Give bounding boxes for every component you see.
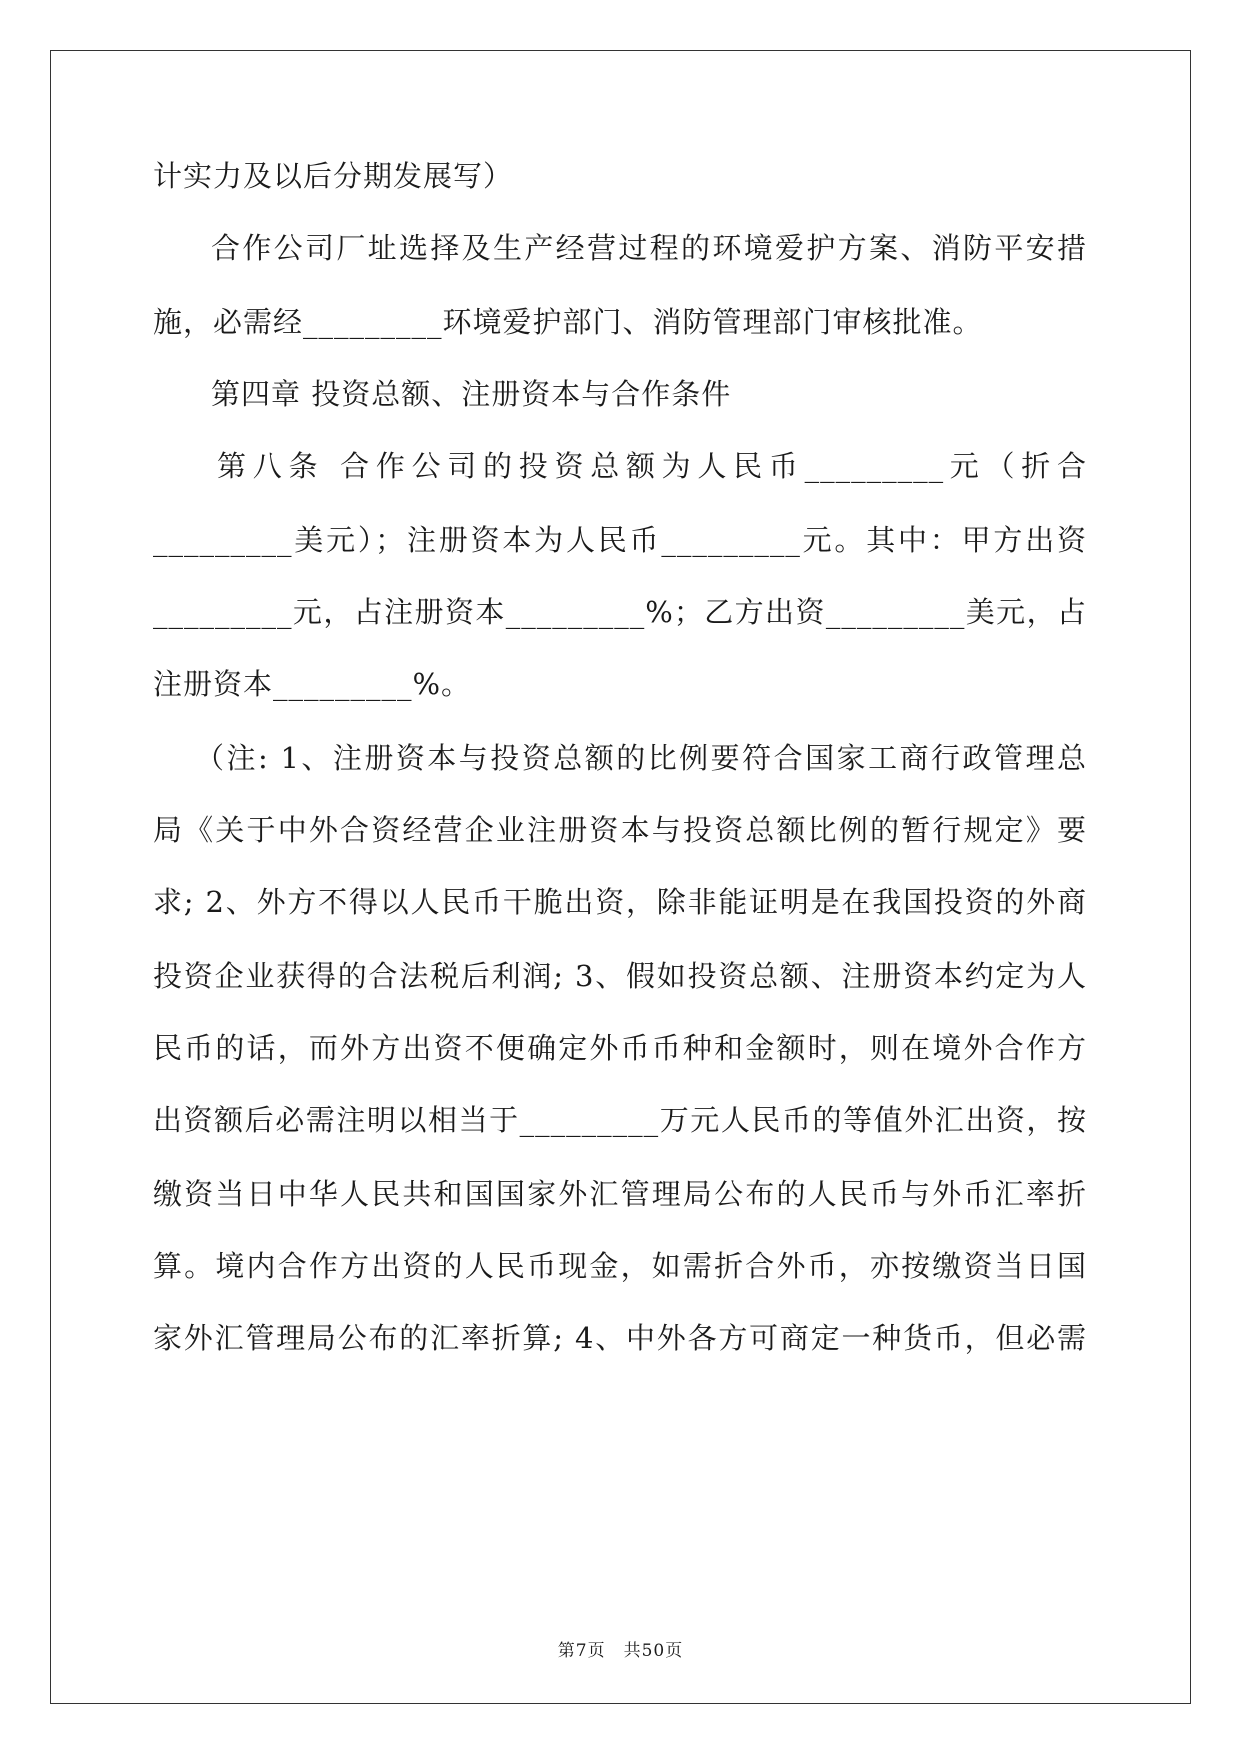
page-border xyxy=(50,50,1191,1704)
chapter-heading: 第四章 投资总额、注册资本与合作条件 xyxy=(211,377,732,411)
note-line-8: 算。境内合作方出资的人民币现金，如需折合外币，亦按缴资当日国 xyxy=(153,1249,1087,1283)
note-line-7: 缴资当日中华人民共和国国家外汇管理局公布的人民币与外币汇率折 xyxy=(153,1177,1087,1211)
note-line-2: 局《关于中外合资经营企业注册资本与投资总额比例的暂行规定》要 xyxy=(153,813,1087,847)
note-line-6: 出资额后必需注明以相当于_________万元人民币的等值外汇出资，按 xyxy=(153,1103,1087,1137)
text-line-1: 计实力及以后分期发展写） xyxy=(153,159,514,193)
text-line-2: 合作公司厂址选择及生产经营过程的环境爱护方案、消防平安措 xyxy=(211,231,1087,265)
note-line-9: 家外汇管理局公布的汇率折算; 4、中外各方可商定一种货币，但必需 xyxy=(153,1321,1087,1355)
text-line-3: 施，必需经_________环境爱护部门、消防管理部门审核批准。 xyxy=(153,305,983,339)
note-line-3: 求; 2、外方不得以人民币干脆出资，除非能证明是在我国投资的外商 xyxy=(153,885,1087,919)
article-8-line-2: _________美元）；注册资本为人民币_________元。其中：甲方出资 xyxy=(153,523,1087,557)
article-8-line-1: 第八条 合作公司的投资总额为人民币_________元（折合 xyxy=(217,449,1087,483)
article-8-line-4: 注册资本_________%。 xyxy=(153,667,472,701)
note-line-4: 投资企业获得的合法税后利润; 3、假如投资总额、注册资本约定为人 xyxy=(153,959,1087,993)
note-line-1: （注: 1、注册资本与投资总额的比例要符合国家工商行政管理总 xyxy=(195,741,1087,775)
article-8-line-3: _________元，占注册资本_________%；乙方出资_________美元，占 xyxy=(153,595,1087,629)
page-number-footer: 第7页 共50页 xyxy=(557,1641,684,1661)
note-line-5: 民币的话，而外方出资不便确定外币币种和金额时，则在境外合作方 xyxy=(153,1031,1087,1065)
